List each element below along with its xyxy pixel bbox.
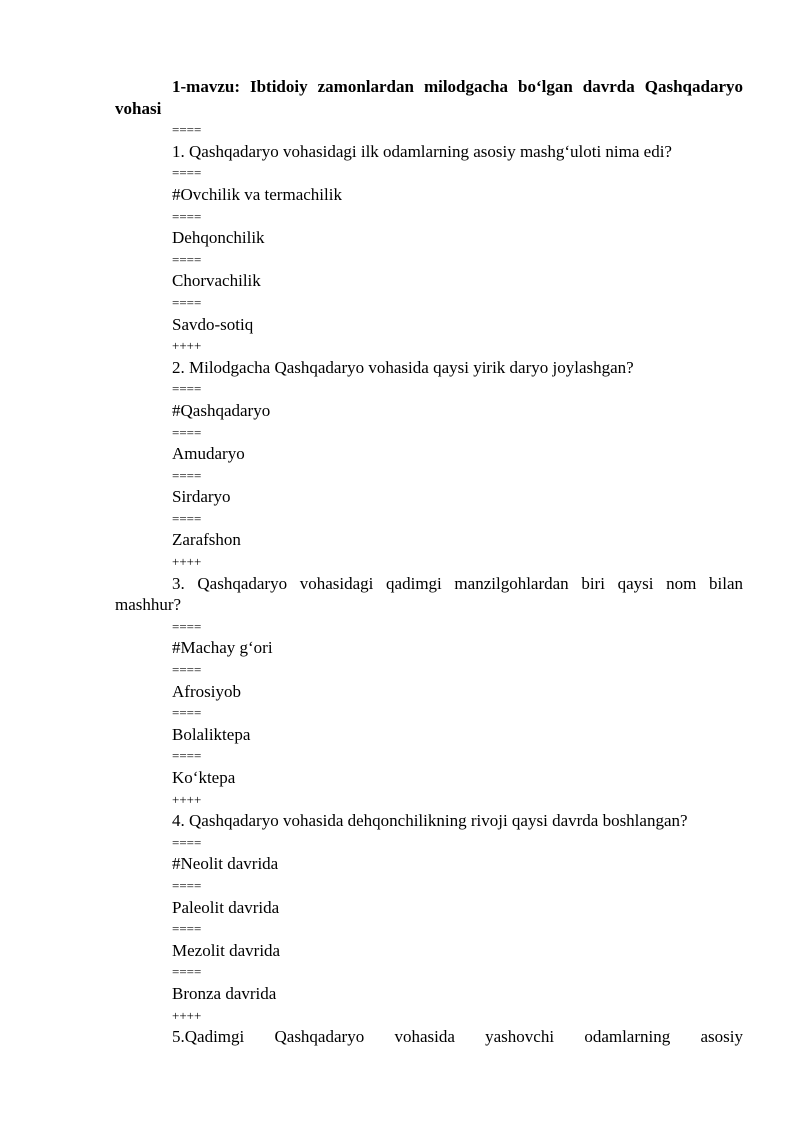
separator: ==== (172, 294, 202, 310)
answer-option: Ko‘ktepa (172, 768, 236, 787)
separator: ==== (172, 705, 202, 721)
question-text: 2. Milodgacha Qashqadaryo vohasida qaysi yirik daryo joylashgan? (172, 357, 634, 377)
separator: ==== (172, 467, 202, 483)
question-text: 4. Qashqadaryo vohasida dehqonchilikning rivoji qaysi davrda boshlangan? (172, 811, 688, 831)
separator: ==== (172, 662, 202, 678)
question-separator: ++++ (172, 554, 202, 570)
separator: ==== (172, 877, 202, 893)
separator: ==== (172, 964, 202, 980)
separator: ==== (172, 208, 202, 224)
answer-option: Chorvachilik (172, 271, 261, 291)
answer-option: #Neolit davrida (172, 854, 279, 874)
separator: ==== (172, 381, 202, 397)
answer-option: Dehqonchilik (172, 228, 265, 248)
question-separator: ++++ (172, 1007, 202, 1023)
answer-option: Paleolit davrida (172, 897, 280, 917)
question-text: 3. Qashqadaryo vohasidagi qadimgi manzilgohlardan biri qaysi nom bilan mashhur? (115, 573, 743, 615)
question-separator: ++++ (172, 338, 202, 354)
separator: ==== (172, 251, 202, 267)
answer-option: Zarafshon (172, 530, 241, 550)
separator: ==== (172, 834, 202, 850)
document-title: 1-mavzu: Ibtidoiy zamonlardan milodgacha bo‘lgan davrda Qashqadaryo vohasi (115, 77, 743, 118)
answer-option: Bronza davrida (172, 983, 277, 1003)
answer-option: Savdo-sotiq (172, 314, 254, 334)
answer-option: Afrosiyob (172, 681, 241, 701)
separator: ==== (172, 424, 202, 440)
answer-option: Amudaryo (172, 444, 245, 464)
question-text: 5.Qadimgi Qashqadaryo vohasida yashovchi odamlarning asosiy (172, 1027, 743, 1047)
separator: ==== (172, 618, 202, 634)
answer-option: Sirdaryo (172, 487, 231, 507)
separator: ==== (172, 122, 202, 138)
separator: ==== (172, 748, 202, 764)
answer-option: Bolaliktepa (172, 724, 251, 744)
answer-option: #Machay g‘ori (172, 638, 273, 658)
separator: ==== (172, 921, 202, 937)
document-content (115, 76, 743, 1048)
separator: ==== (172, 165, 202, 181)
question-text: 1. Qashqadaryo vohasidagi ilk odamlarning asosiy mashg‘uloti nima edi? (172, 141, 672, 161)
question-separator: ++++ (172, 791, 202, 807)
answer-option: #Ovchilik va termachilik (172, 184, 342, 204)
answer-option: Mezolit davrida (172, 940, 281, 960)
answer-option: #Qashqadaryo (172, 400, 271, 420)
separator: ==== (172, 510, 202, 526)
